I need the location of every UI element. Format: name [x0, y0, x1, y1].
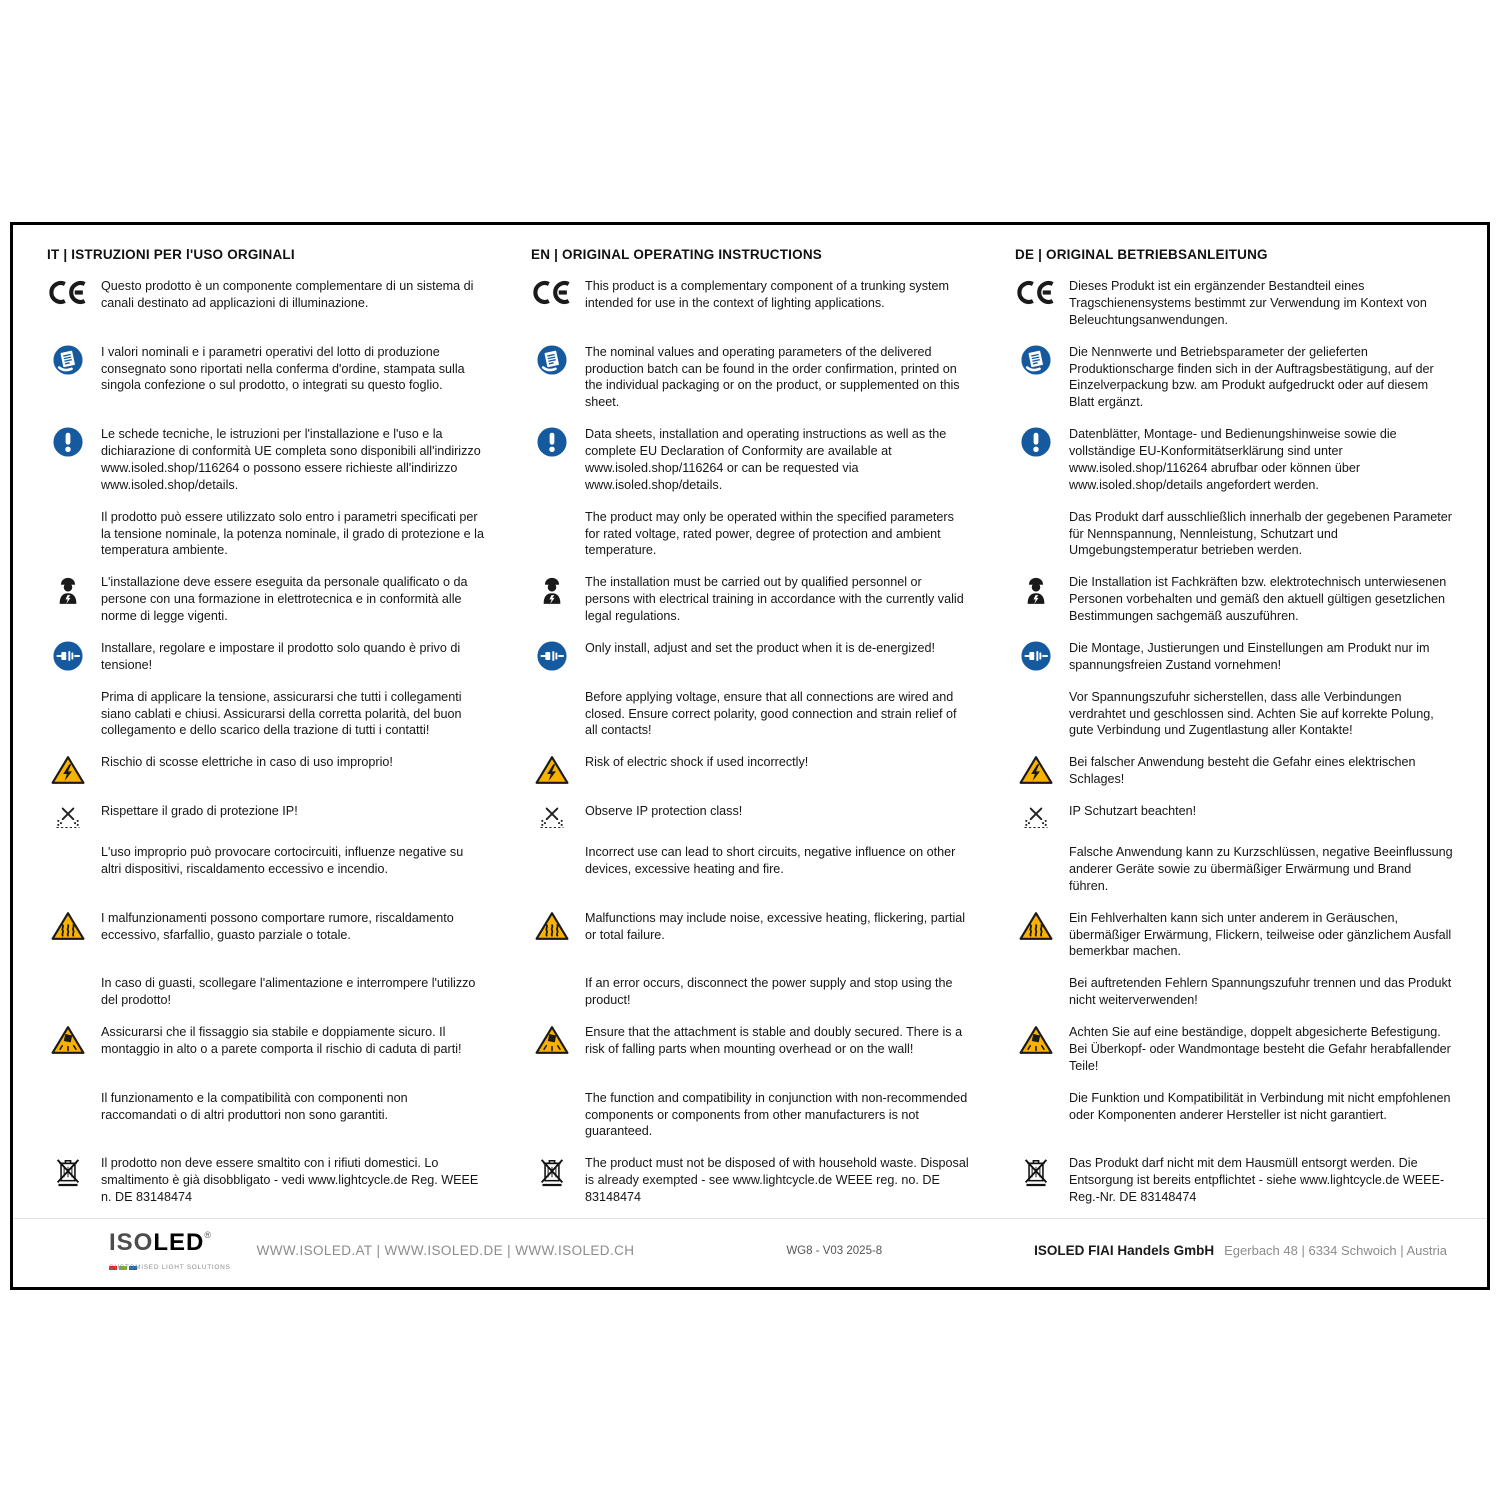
- instruction-text: Das Produkt darf nicht mit dem Hausmüll entsorgt werden. Die Entsorgung ist bereits entpflichtet - siehe www.lightcycle.de WEEE-Reg.-Nr. DE 83148474: [1069, 1156, 1445, 1204]
- instruction-text: Assicurarsi che il fissaggio sia stabile e doppiamente sicuro. Il montaggio in alto o a parete comporta il rischio di caduta di parti!: [101, 1025, 462, 1056]
- instruction-text: Le schede tecniche, le istruzioni per l'installazione e l'uso e la dichiarazione di conformità UE completa sono disponibili all'indirizzo www.isoled.shop/116264 o possono essere richieste all'indirizzo www.isoled.shop/details.: [101, 427, 481, 492]
- icon-spacer: [531, 509, 573, 511]
- instruction-text: Die Installation ist Fachkräften bzw. elektrotechnisch unterwiesenen Personen vorbehalten und gemäß den aktuell gültigen gesetzlichen Bestimmungen sachgemäß auszuführen.: [1069, 575, 1447, 623]
- instruction-text: The nominal values and operating parameters of the delivered production batch can be found in the order confirmation, printed on the individual packaging or on the product, or supplemented on this sheet.: [585, 344, 960, 410]
- instruction-row-12-de: [1015, 975, 1453, 1009]
- warning-electric-icon: [1015, 754, 1057, 785]
- icon-spacer: [1015, 844, 1057, 846]
- instruction-sheet: [10, 222, 1490, 1290]
- instruction-row-15-de: [1015, 1155, 1453, 1206]
- instruction-row-1-de: [1015, 278, 1453, 329]
- instruction-row-2-de: [1015, 344, 1453, 412]
- electrician-icon: [1015, 574, 1057, 605]
- instruction-text: In caso di guasti, scollegare l'alimentazione e interrompere l'utilizzo del prodotto!: [101, 976, 476, 1008]
- logo-color-squares: [109, 1258, 231, 1262]
- warning-malfunction-icon: [1015, 910, 1057, 941]
- instruction-row-14-en: [531, 1090, 969, 1141]
- document-code: WG8 - V03 2025-8: [786, 1244, 883, 1257]
- instruction-text: Datenblätter, Montage- und Bedienungshinweise sowie die vollständige EU-Konformitätserklärung sind unter www.isoled.shop/116264 abrufbar oder können über www.isoled.shop/details angefordert werden.: [1069, 427, 1397, 492]
- instruction-text: Die Montage, Justierungen und Einstellungen am Produkt nur im spannungsfreien Zustand vornehmen!: [1069, 640, 1430, 672]
- exclamation-circle-icon: [1015, 426, 1057, 457]
- instruction-row-9-en: [531, 803, 969, 829]
- production-batch-icon: [47, 344, 89, 375]
- instruction-row-9-it: [47, 803, 485, 829]
- instruction-row-12-en: [531, 975, 969, 1009]
- footer: [13, 1218, 1487, 1272]
- instruction-row-8-it: [47, 754, 485, 788]
- instruction-text: Installare, regolare e impostare il prodotto solo quando è privo di tensione!: [101, 640, 461, 672]
- instruction-row-5-it: [47, 574, 485, 625]
- ip-protection-icon: [1015, 803, 1057, 829]
- instruction-text: Die Funktion und Kompatibilität in Verbindung mit nicht empfohlenen oder Komponenten anderer Hersteller ist nicht garantiert.: [1069, 1090, 1451, 1122]
- instruction-text: Il funzionamento e la compatibilità con componenti non raccomandati o di altri produttori non sono garantiti.: [101, 1090, 408, 1122]
- instruction-row-11-it: [47, 910, 485, 961]
- registered-mark: ®: [204, 1229, 212, 1240]
- instruction-row-9-de: [1015, 803, 1453, 829]
- instruction-row-13-de: [1015, 1024, 1453, 1075]
- instruction-text: Malfunctions may include noise, excessive heating, flickering, partial or total failure.: [585, 910, 966, 942]
- instruction-text: The product must not be disposed of with household waste. Disposal is already exempted - see www.lightcycle.de WEEE reg. no. DE 83148474: [585, 1156, 969, 1204]
- instruction-row-2-en: [531, 344, 969, 412]
- instruction-row-10-de: [1015, 844, 1453, 895]
- instruction-row-7-en: [531, 689, 969, 740]
- instruction-text: Das Produkt darf ausschließlich innerhalb der gegebenen Parameter für Nennspannung, Nennleistung, Schutzart und Umgebungstemperatur betrieben werden.: [1069, 509, 1452, 558]
- de-energized-icon: [531, 640, 573, 671]
- instruction-row-14-it: [47, 1090, 485, 1141]
- icon-spacer: [1015, 1090, 1057, 1092]
- instruction-row-5-en: [531, 574, 969, 625]
- instruction-text: Only install, adjust and set the product when it is de-energized!: [585, 640, 936, 655]
- instruction-text: Before applying voltage, ensure that all connections are wired and closed. Ensure correct polarity, good connection and strain relief of all contacts!: [585, 689, 957, 738]
- icon-spacer: [47, 844, 89, 846]
- instruction-text: Ensure that the attachment is stable and doubly secured. There is a risk of falling parts when mounting overhead or on the wall!: [585, 1025, 963, 1056]
- instruction-text: Il prodotto non deve essere smaltito con i rifiuti domestici. Lo smaltimento è già disobbligato - vedi www.lightcycle.de Reg. WEEE n. DE 83148474: [101, 1156, 479, 1204]
- production-batch-icon: [531, 344, 573, 375]
- icon-spacer: [1015, 975, 1057, 977]
- instruction-row-6-it: [47, 640, 485, 674]
- instruction-text: Observe IP protection class!: [585, 804, 743, 818]
- instruction-text: Vor Spannungszufuhr sicherstellen, dass alle Verbindungen verdrahtet und geschlossen sind. Achten Sie auf korrekte Polung, gute Verbindung und Zugentlastung aller Kontakte!: [1069, 689, 1434, 738]
- exclamation-circle-icon: [47, 426, 89, 457]
- instruction-text: Prima di applicare la tensione, assicurarsi che tutti i collegamenti siano cablati e chiusi. Assicurarsi della corretta polarità, del buon collegamento e dello scarico della trazione di tutti i contatti!: [101, 689, 462, 738]
- instruction-text: The installation must be carried out by qualified personnel or persons with electrical training in accordance with the currently valid legal regulations.: [585, 575, 964, 623]
- instruction-row-3-de: [1015, 426, 1453, 494]
- ce-mark-icon: [47, 278, 89, 306]
- logo-iso: ISO: [109, 1228, 154, 1256]
- instruction-row-6-en: [531, 640, 969, 674]
- instruction-text: L'uso improprio può provocare cortocircuiti, influenze negative su altri dispositivi, riscaldamento eccessivo e incendio.: [101, 845, 464, 876]
- instruction-row-8-de: [1015, 754, 1453, 788]
- instruction-row-1-en: [531, 278, 969, 329]
- weee-bin-icon: [531, 1155, 573, 1188]
- instruction-text: Incorrect use can lead to short circuits, negative influence on other devices, excessive heating and fire.: [585, 845, 956, 876]
- instruction-text: Data sheets, installation and operating instructions as well as the complete EU Declaration of Conformity are available at www.isoled.shop/116264 or can be requested via www.isoled.shop/details.: [585, 427, 947, 492]
- logo-led: LED: [153, 1228, 205, 1256]
- isoled-logo-text: [109, 1228, 231, 1256]
- instruction-text: Bei auftretenden Fehlern Spannungszufuhr trennen und das Produkt nicht weiterverwenden!: [1069, 976, 1452, 1008]
- warning-electric-icon: [531, 754, 573, 785]
- instruction-row-3-en: [531, 426, 969, 494]
- de-energized-icon: [47, 640, 89, 671]
- instruction-row-4-en: [531, 509, 969, 560]
- icon-spacer: [531, 1090, 573, 1092]
- instruction-row-15-it: [47, 1155, 485, 1206]
- instruction-text: Dieses Produkt ist ein ergänzender Bestandteil eines Tragschienensystems bestimmt zur Verwendung im Kontext von Beleuchtungsanwendungen.: [1069, 279, 1427, 327]
- isoled-logo: [109, 1228, 231, 1272]
- warning-electric-icon: [47, 754, 89, 785]
- instruction-text: IP Schutzart beachten!: [1069, 804, 1197, 818]
- company-address: Egerbach 48 | 6334 Schwoich | Austria: [1224, 1242, 1447, 1258]
- instruction-text: The function and compatibility in conjunction with non-recommended components or components from other manufacturers is not guaranteed.: [585, 1090, 968, 1139]
- weee-bin-icon: [1015, 1155, 1057, 1188]
- production-batch-icon: [1015, 344, 1057, 375]
- footer-websites: WWW.ISOLED.AT | WWW.ISOLED.DE | WWW.ISOLED.CH: [256, 1243, 635, 1259]
- ip-protection-icon: [531, 803, 573, 829]
- warning-malfunction-icon: [47, 910, 89, 941]
- instruction-row-11-en: [531, 910, 969, 961]
- instruction-row-10-en: [531, 844, 969, 895]
- instruction-text: This product is a complementary component of a trunking system intended for use in the context of lighting applications.: [585, 279, 949, 310]
- instruction-text: Ein Fehlverhalten kann sich unter anderem in Geräuschen, übermäßiger Erwärmung, Flickern, teilweise oder gänzlichem Ausfall bemerkbar machen.: [1069, 910, 1452, 959]
- warning-falling-parts-icon: [47, 1024, 89, 1055]
- instruction-row-13-en: [531, 1024, 969, 1075]
- instruction-row-10-it: [47, 844, 485, 895]
- column-header-de: DE | ORIGINAL BETRIEBSANLEITUNG: [1015, 247, 1268, 262]
- ip-protection-icon: [47, 803, 89, 829]
- instruction-row-12-it: [47, 975, 485, 1009]
- ce-mark-icon: [1015, 278, 1057, 306]
- instruction-row-7-it: [47, 689, 485, 740]
- exclamation-circle-icon: [531, 426, 573, 457]
- instructions-grid: [13, 225, 1487, 1221]
- company-name: ISOLED FIAI Handels GmbH: [1034, 1242, 1215, 1258]
- instruction-text: Risk of electric shock if used incorrectly!: [585, 755, 809, 770]
- instruction-text: L'installazione deve essere eseguita da personale qualificato o da persone con una formazione in elettrotecnica e in conformità alle norme di legge vigenti.: [101, 575, 468, 623]
- column-header-en: EN | ORIGINAL OPERATING INSTRUCTIONS: [531, 247, 822, 262]
- icon-spacer: [531, 975, 573, 977]
- icon-spacer: [47, 689, 89, 691]
- instruction-text: Die Nennwerte und Betriebsparameter der gelieferten Produktionscharge finden sich in der Auftragsbestätigung, auf der Einzelverpackung bzw. am Produkt aufgedruckt oder auf diesem Blatt ergänzt.: [1069, 344, 1434, 410]
- instruction-row-1-it: [47, 278, 485, 329]
- icon-spacer: [47, 975, 89, 977]
- icon-spacer: [47, 1090, 89, 1092]
- instruction-row-15-en: [531, 1155, 969, 1206]
- instruction-row-4-de: [1015, 509, 1453, 560]
- instruction-row-13-it: [47, 1024, 485, 1075]
- instruction-text: Questo prodotto è un componente complementare di un sistema di canali destinato ad applicazioni di illuminazione.: [101, 279, 474, 310]
- instruction-row-2-it: [47, 344, 485, 412]
- instruction-text: I malfunzionamenti possono comportare rumore, riscaldamento eccessivo, sfarfallio, guasto parziale o totale.: [101, 910, 454, 942]
- instruction-text: Bei falscher Anwendung besteht die Gefahr eines elektrischen Schlages!: [1069, 755, 1416, 787]
- instruction-text: The product may only be operated within the specified parameters for rated voltage, rated power, degree of protection and ambient temperature.: [585, 509, 954, 558]
- icon-spacer: [1015, 509, 1057, 511]
- instruction-row-11-de: [1015, 910, 1453, 961]
- logo-tagline: CUSTOMISED LIGHT SOLUTIONS: [109, 1263, 231, 1271]
- warning-malfunction-icon: [531, 910, 573, 941]
- instruction-row-4-it: [47, 509, 485, 560]
- weee-bin-icon: [47, 1155, 89, 1188]
- instruction-text: Rischio di scosse elettriche in caso di uso improprio!: [101, 755, 393, 770]
- warning-falling-parts-icon: [1015, 1024, 1057, 1055]
- instruction-row-5-de: [1015, 574, 1453, 625]
- instruction-row-14-de: [1015, 1090, 1453, 1141]
- icon-spacer: [531, 844, 573, 846]
- instruction-row-3-it: [47, 426, 485, 494]
- electrician-icon: [531, 574, 573, 605]
- icon-spacer: [47, 509, 89, 511]
- instruction-text: I valori nominali e i parametri operativi del lotto di produzione consegnato sono riportati nella conferma d'ordine, stampata sulla singola confezione o sul prodotto, o integrati su questo foglio.: [101, 344, 465, 393]
- instruction-row-8-en: [531, 754, 969, 788]
- instruction-text: Falsche Anwendung kann zu Kurzschlüssen, negative Beeinflussung anderer Geräte sowie zu übermäßiger Erwärmung und Brand führen.: [1069, 845, 1453, 893]
- column-header-it: IT | ISTRUZIONI PER l'USO ORGINALI: [47, 247, 295, 262]
- icon-spacer: [1015, 689, 1057, 691]
- ce-mark-icon: [531, 278, 573, 306]
- instruction-text: Il prodotto può essere utilizzato solo entro i parametri specificati per la tensione nominale, la potenza nominale, il grado di protezione e la temperatura ambiente.: [101, 509, 484, 558]
- de-energized-icon: [1015, 640, 1057, 671]
- company-info: [1034, 1242, 1447, 1260]
- instruction-row-7-de: [1015, 689, 1453, 740]
- instruction-row-6-de: [1015, 640, 1453, 674]
- instruction-text: Rispettare il grado di protezione IP!: [101, 804, 298, 818]
- instruction-text: Achten Sie auf eine beständige, doppelt abgesicherte Befestigung. Bei Überkopf- oder Wandmontage besteht die Gefahr herabfallender Teile!: [1069, 1025, 1451, 1073]
- electrician-icon: [47, 574, 89, 605]
- instruction-text: If an error occurs, disconnect the power supply and stop using the product!: [585, 976, 953, 1008]
- icon-spacer: [531, 689, 573, 691]
- warning-falling-parts-icon: [531, 1024, 573, 1055]
